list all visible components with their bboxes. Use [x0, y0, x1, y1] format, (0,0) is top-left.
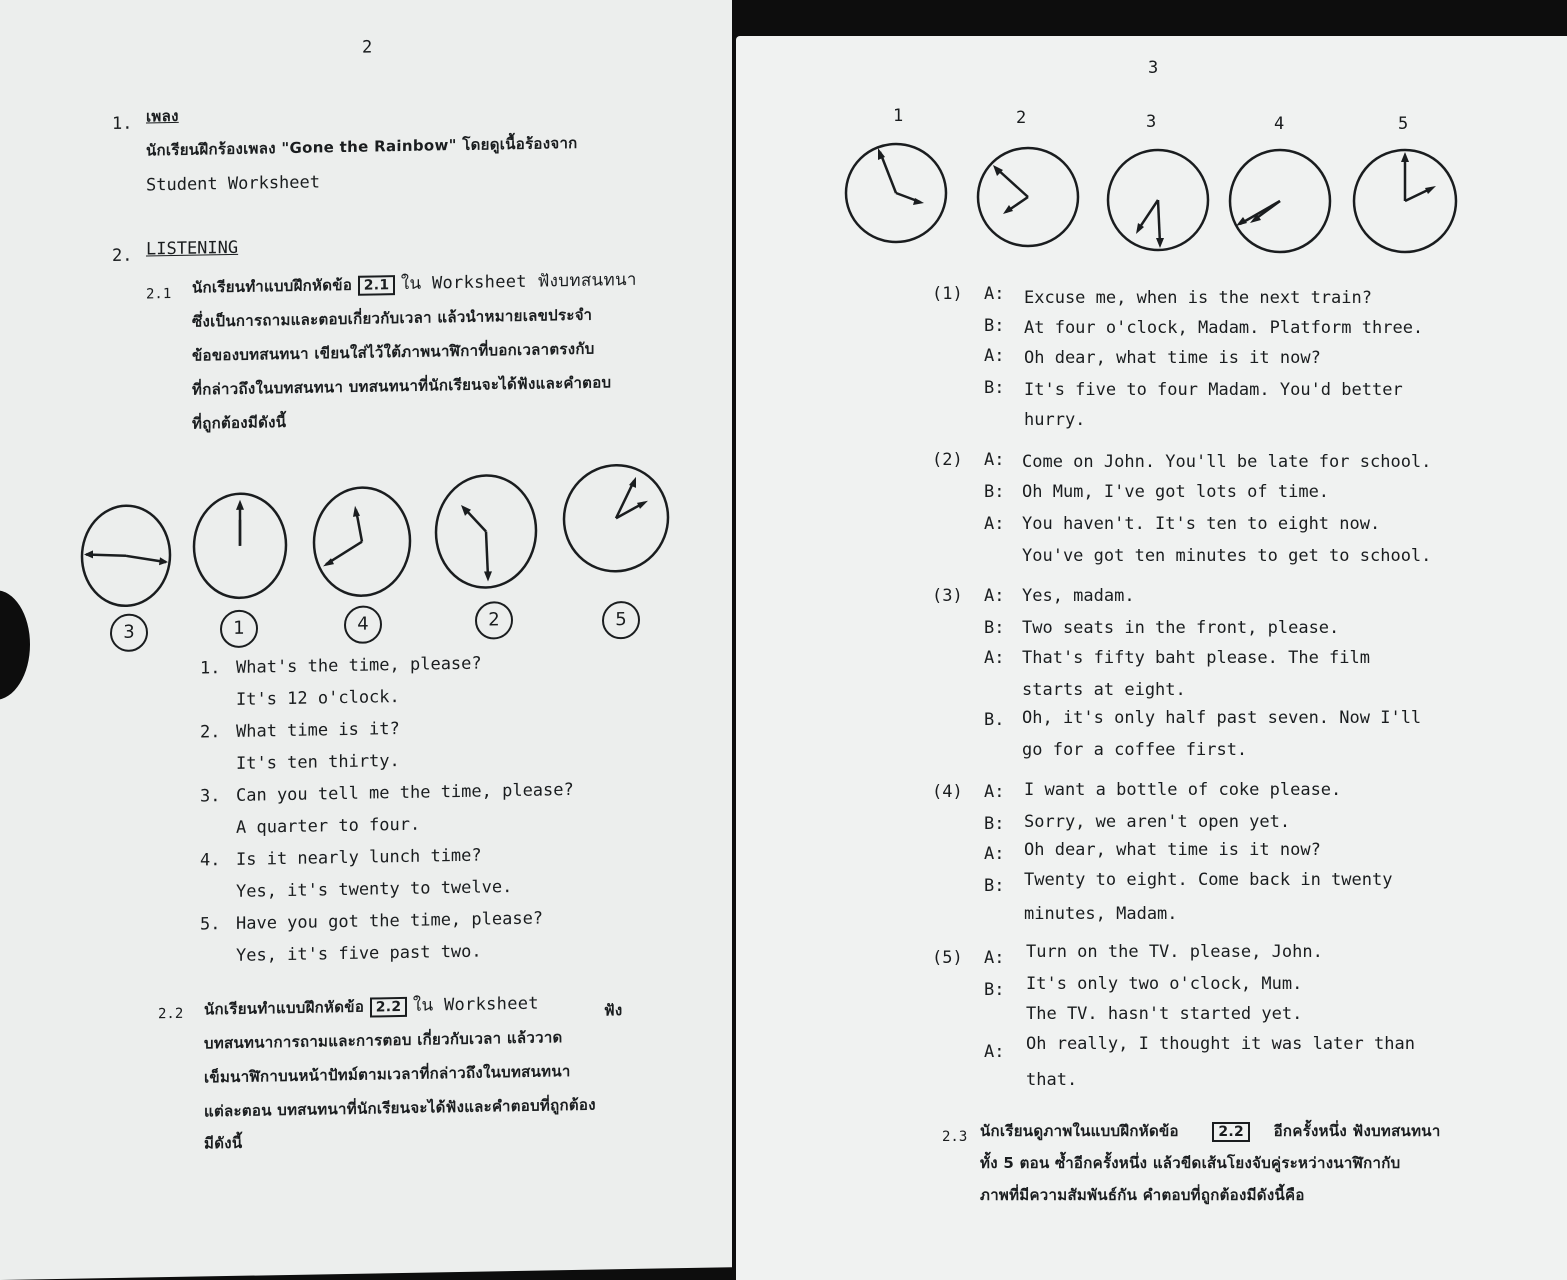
clock-face [192, 491, 288, 601]
qa-question: Can you tell me the time, please? [236, 779, 574, 806]
section-text: ซึ่งเป็นการถามและตอบเกี่ยวกับเวลา แล้วนำหมายเลขประจำ [192, 305, 593, 331]
speaker: A: [984, 648, 1005, 668]
dialogue-line: Sorry, we aren't open yet. [1024, 812, 1291, 832]
qa-answer: A quarter to four. [236, 814, 421, 838]
subsection-number: 2.1 [146, 286, 172, 303]
speaker: B: [984, 618, 1005, 638]
section-text: นักเรียนทำแบบฝึกหัดข้อ 2.2 ใน Worksheet [204, 993, 539, 1019]
qa-question: What time is it? [236, 719, 400, 742]
clock-face [562, 462, 670, 574]
clock-label: 2 [1016, 108, 1027, 128]
section-text: มีดังนี้ [204, 1133, 243, 1153]
dialogue-line: Oh really, I thought it was later than [1026, 1034, 1415, 1054]
clock-label: 1 [893, 106, 904, 126]
page-number: 2 [362, 37, 373, 58]
answer-circle: 5 [602, 601, 640, 640]
subsection-number: 2.3 [942, 1129, 968, 1145]
clock-label: 3 [1146, 112, 1157, 132]
dialogue-line: Oh dear, what time is it now? [1024, 348, 1321, 368]
qa-question: Have you got the time, please? [236, 908, 544, 934]
subsection-number: 2.2 [158, 1005, 184, 1023]
left-page [0, 0, 732, 1280]
speaker: B: [984, 980, 1005, 1000]
speaker: A: [984, 346, 1005, 366]
exercise-box: 2.1 [358, 275, 396, 296]
speaker: B: [984, 316, 1005, 336]
qa-number: 5. [200, 914, 221, 935]
clock-face [844, 142, 948, 244]
section-heading: LISTENING [146, 237, 239, 260]
exercise-box: 2.2 [370, 997, 408, 1018]
clock-face [976, 146, 1080, 248]
answer-circle: 2 [475, 601, 513, 640]
section-text: ทั้ง 5 ตอน ซ้ำอีกครั้งหนึ่ง แล้วขีดเส้นโยงจับคู่ระหว่างนาฬิกากับ [980, 1154, 1401, 1172]
dialogue-line: minutes, Madam. [1024, 904, 1178, 924]
dialogue-number: (5) [932, 948, 963, 968]
exercise-box: 2.2 [1212, 1122, 1250, 1142]
dialogue-line: Excuse me, when is the next train? [1024, 288, 1372, 308]
speaker: B. [984, 710, 1005, 730]
qa-number: 3. [200, 786, 221, 807]
qa-number: 1. [200, 658, 221, 679]
dialogue-line: Turn on the TV. please, John. [1026, 942, 1323, 962]
speaker: B: [984, 876, 1005, 896]
clock-face [1228, 148, 1332, 254]
dialogue-line: It's only two o'clock, Mum. [1026, 974, 1303, 994]
qa-number: 4. [200, 850, 221, 871]
speaker: A: [984, 284, 1005, 304]
dialogue-number: (2) [932, 450, 963, 470]
speaker: A: [984, 586, 1005, 606]
dialogue-line: go for a coffee first. [1022, 740, 1248, 760]
speaker: A: [984, 514, 1005, 534]
section-text: ฟัง [604, 1001, 623, 1020]
section-text: Student Worksheet [146, 172, 320, 196]
section-heading: เพลง [146, 106, 179, 126]
dialogue-line: Twenty to eight. Come back in twenty [1024, 870, 1393, 890]
qa-answer: It's 12 o'clock. [236, 687, 400, 710]
speaker: A: [984, 844, 1005, 864]
clock-label: 4 [1274, 114, 1285, 134]
answer-circle: 1 [220, 609, 258, 648]
dialogue-line: that. [1026, 1070, 1078, 1090]
qa-answer: Yes, it's twenty to twelve. [236, 877, 513, 902]
dialogue-number: (1) [932, 284, 963, 304]
dialogue-number: (4) [932, 782, 963, 802]
clock-face [1106, 148, 1210, 252]
speaker: A: [984, 1042, 1005, 1062]
section-number: 1. [112, 113, 133, 135]
clock-face [80, 503, 172, 609]
dialogue-line: Oh, it's only half past seven. Now I'll [1022, 708, 1422, 728]
clock-label: 5 [1398, 114, 1409, 134]
dialogue-line: That's fifty baht please. The film [1022, 648, 1370, 668]
speaker: B: [984, 814, 1005, 834]
qa-answer: Yes, it's five past two. [236, 941, 482, 966]
speaker: A: [984, 450, 1005, 470]
clock-face [434, 473, 538, 591]
clock-face [312, 485, 412, 599]
dialogue-line: Two seats in the front, please. [1022, 618, 1340, 638]
page-number: 3 [1148, 58, 1159, 78]
section-text: ที่กล่าวถึงในบทสนทนา บทสนทนาที่นักเรียนจะได้ฟังและคำตอบ [192, 373, 612, 399]
answer-circle: 3 [110, 613, 148, 652]
dialogue-line: It's five to four Madam. You'd better [1024, 380, 1403, 400]
page-shadow [0, 589, 30, 700]
dialogue-line: I want a bottle of coke please. [1024, 780, 1342, 800]
section-text: นักเรียนดูภาพในแบบฝึกหัดข้อ 2.2 อีกครั้งหนึ่ง ฟังบทสนทนา [980, 1122, 1441, 1140]
dialogue-line: starts at eight. [1022, 680, 1186, 700]
speaker: A: [984, 948, 1005, 968]
clock-face [1352, 148, 1458, 254]
section-text: ภาพที่มีความสัมพันธ์กัน คำตอบที่ถูกต้องมีดังนี้คือ [980, 1186, 1305, 1204]
dialogue-line: At four o'clock, Madam. Platform three. [1024, 318, 1424, 338]
dialogue-line: hurry. [1024, 410, 1086, 430]
dialogue-line: The TV. hasn't started yet. [1026, 1004, 1303, 1024]
section-number: 2. [112, 245, 133, 267]
section-text: นักเรียนฝึกร้องเพลง "Gone the Rainbow" โดยดูเนื้อร้องจาก [146, 133, 578, 160]
answer-circle: 4 [344, 605, 382, 644]
section-text: นักเรียนทำแบบฝึกหัดข้อ 2.1 ใน Worksheet ฟังบทสนทนา [192, 269, 637, 297]
speaker: A: [984, 782, 1005, 802]
dialogue-line: Yes, madam. [1022, 586, 1135, 606]
qa-question: Is it nearly lunch time? [236, 845, 482, 870]
qa-number: 2. [200, 722, 221, 743]
right-page [736, 36, 1567, 1280]
speaker: B: [984, 482, 1005, 502]
qa-answer: It's ten thirty. [236, 751, 400, 774]
dialogue-line: Oh dear, what time is it now? [1024, 840, 1321, 860]
dialogue-line: You've got ten minutes to get to school. [1022, 546, 1432, 566]
dialogue-line: You haven't. It's ten to eight now. [1022, 514, 1381, 534]
section-text: เข็มนาฬิกาบนหน้าปัทม์ตามเวลาที่กล่าวถึงในบทสนทนา [204, 1062, 571, 1087]
dialogue-number: (3) [932, 586, 963, 606]
section-text: ข้อของบทสนทนา เขียนใส่ไว้ใต้ภาพนาฬิกาที่บอกเวลาตรงกับ [192, 339, 595, 365]
section-text: แต่ละตอน บทสนทนาที่นักเรียนจะได้ฟังและคำตอบที่ถูกต้อง [204, 1095, 596, 1121]
section-text: บทสนทนาการถามและการตอบ เกี่ยวกับเวลา แล้ววาด [204, 1028, 563, 1053]
speaker: B: [984, 378, 1005, 398]
qa-question: What's the time, please? [236, 653, 482, 678]
section-text: ที่ถูกต้องมีดังนี้ [192, 413, 287, 433]
dialogue-line: Come on John. You'll be late for school. [1022, 452, 1432, 472]
dialogue-line: Oh Mum, I've got lots of time. [1022, 482, 1330, 502]
